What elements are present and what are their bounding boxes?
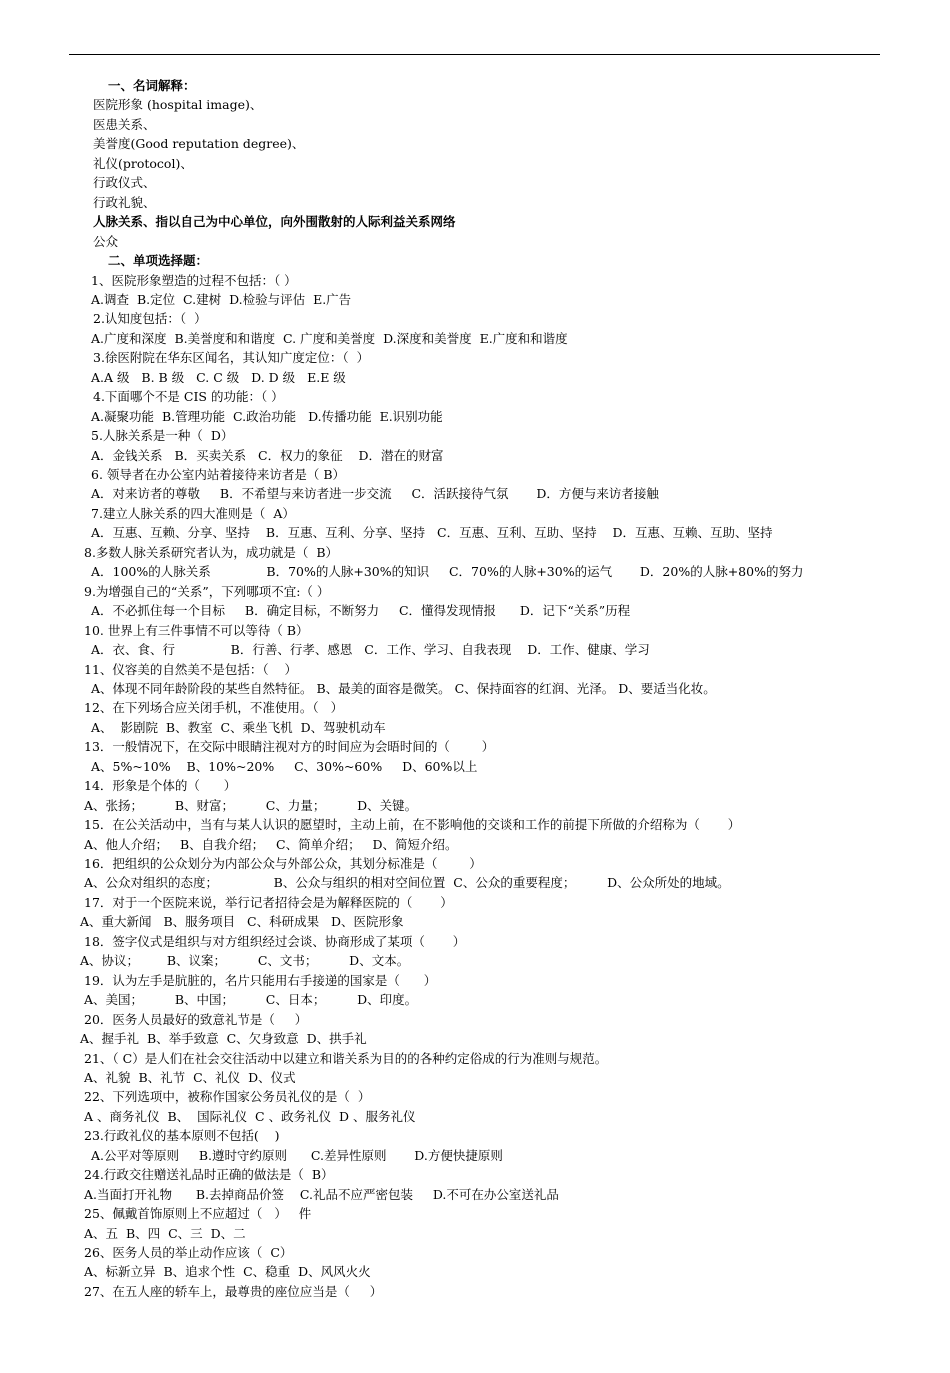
text-line: A、礼貌 B、礼节 C、礼仪 D、仪式 <box>84 1069 296 1085</box>
text-line: 2.认知度包括：（ ） <box>93 311 207 327</box>
text-line: 20．医务人员最好的致意礼节是（ ） <box>84 1011 308 1027</box>
text-line: 7.建立人脉关系的四大准则是（ A） <box>91 505 295 521</box>
text-line: A、美国； B、中国； C、日本； D、印度。 <box>84 992 418 1008</box>
text-line: 1、医院形象塑造的过程不包括：（ ） <box>91 272 297 288</box>
text-line: 6. 领导者在办公室内站着接待来访者是（ B） <box>91 467 346 482</box>
text-line: 美誉度(Good reputation degree)、 <box>93 136 305 152</box>
text-line: A、握手礼 B、举手致意 C、欠身致意 D、拱手礼 <box>80 1031 367 1047</box>
text-line: A、 影剧院 B、教室 C、乘坐飞机 D、驾驶机动车 <box>91 719 386 735</box>
text-line: 24.行政交往赠送礼品时正确的做法是（ B） <box>84 1167 334 1183</box>
text-line: 二、单项选择题： <box>108 253 209 269</box>
text-line: A、体现不同年龄阶段的某些自然特征。 B、最美的面容是微笑。 C、保持面容的红润、光泽。 D、要适当化妆。 <box>91 680 716 696</box>
text-line: A．互惠、互赖、分享、坚持 B．互惠、互利、分享、坚持 C．互惠、互利、互助、坚持 D．互惠、互赖、互助、坚持 <box>91 525 773 541</box>
text-line: 25、佩戴首饰原则上不应超过（ ） 件 <box>84 1206 312 1222</box>
header-rule <box>69 54 880 55</box>
text-line: A、他人介绍； B、自我介绍； C、简单介绍； D、简短介绍。 <box>84 836 458 852</box>
text-line: A、张扬； B、财富； C、力量； D、关键。 <box>84 797 418 813</box>
text-line: 17．对于一个医院来说，举行记者招待会是为解释医院的（ ） <box>84 894 453 910</box>
text-line: A、五 B、四 C、三 D、二 <box>84 1225 246 1241</box>
text-line: 14．形象是个体的（ ） <box>84 778 237 794</box>
text-line: 22、下列选项中，被称作国家公务员礼仪的是（ ） <box>84 1089 371 1105</box>
text-line: 16．把组织的公众划分为内部公众与外部公众，其划分标准是（ ） <box>84 856 482 871</box>
text-line: 一、名词解释： <box>108 78 196 93</box>
text-line: A.当面打开礼物 B.去掉商品价签 C.礼品不应严密包装 D.不可在办公室送礼品 <box>84 1186 559 1202</box>
text-line: A、5%~10% B、10%~20% C、30%~60% D、60%以上 <box>91 758 478 774</box>
text-line: 15．在公关活动中，当有与某人认识的愿望时，主动上前，在不影响他的交谈和工作的前提下所做的介绍称为（ ） <box>84 817 741 833</box>
text-line: 11、仪容美的自然美不是包括：（ ） <box>84 661 298 677</box>
text-line: 12、在下列场合应关闭手机，不准使用。（ ） <box>84 700 344 716</box>
text-line: A.A 级 B. B 级 C. C 级 D. D 级 E.E 级 <box>91 369 346 385</box>
text-line: 23.行政礼仪的基本原则不包括( ) <box>84 1128 280 1144</box>
text-line: 礼仪(protocol)、 <box>93 155 193 171</box>
text-line: A、协议； B、议案； C、文书； D、文本。 <box>80 953 410 969</box>
text-line: A．100%的人脉关系 B．70%的人脉+30%的知识 C．70%的人脉+30%的运气 D．20%的人脉+80%的努力 <box>91 564 804 580</box>
text-line: 医院形象 (hospital image)、 <box>93 97 263 113</box>
text-line: 13．一般情况下，在交际中眼睛注视对方的时间应为会晤时间的（ ） <box>84 739 495 755</box>
text-line: 5.人脉关系是一种（ D） <box>91 428 234 444</box>
text-line: A、公众对组织的态度； B、公众与组织的相对空间位置 C、公众的重要程度； D、公众所处的地域。 <box>84 875 730 891</box>
text-line: A．金钱关系 B．买卖关系 C．权力的象征 D．潜在的财富 <box>91 447 444 463</box>
text-line: A.公平对等原则 B.遵时守约原则 C.差异性原则 D.方便快捷原则 <box>91 1147 503 1163</box>
text-line: A、标新立异 B、追求个性 C、稳重 D、风风火火 <box>84 1264 371 1280</box>
text-line: 行政仪式、 <box>93 175 156 191</box>
text-line: A.凝聚功能 B.管理功能 C.政治功能 D.传播功能 E.识别功能 <box>91 408 443 424</box>
text-line: A．不必抓住每一个目标 B．确定目标，不断努力 C．懂得发现情报 D．记下“关系”历程 <box>91 603 631 619</box>
text-line: A 、商务礼仪 B、 国际礼仪 C 、政务礼仪 D 、服务礼仪 <box>84 1108 416 1124</box>
text-line: 公众 <box>93 233 119 249</box>
text-line: 18．签字仪式是组织与对方组织经过会谈、协商形成了某项（ ） <box>84 933 466 949</box>
text-line: 21、（ C）是人们在社会交往活动中以建立和谐关系为目的的各种约定俗成的行为准则与规范。 <box>84 1050 608 1066</box>
text-line: 8.多数人脉关系研究者认为，成功就是（ B） <box>84 544 339 560</box>
text-line: A.调查 B.定位 C.建树 D.检验与评估 E.广告 <box>91 291 352 307</box>
text-line: 4.下面哪个不是 CIS 的功能：（ ） <box>93 389 284 405</box>
text-line: 19．认为左手是肮脏的，名片只能用右手接递的国家是（ ） <box>84 972 437 988</box>
text-line: A．衣、食、行 B．行善、行孝、感恩 C．工作、学习、自我表现 D．工作、健康、学习 <box>91 642 650 658</box>
text-line: 27、在五人座的轿车上，最尊贵的座位应当是（ ） <box>84 1283 383 1299</box>
text-line: 10. 世界上有三件事情不可以等待（ B） <box>84 622 309 638</box>
text-line: 行政礼貌、 <box>93 194 156 210</box>
text-line: 26、医务人员的举止动作应该（ C） <box>84 1245 293 1260</box>
text-line: A．对来访者的尊敬 B．不希望与来访者进一步交流 C．活跃接待气氛 D．方便与来访者接触 <box>91 486 659 502</box>
text-line: 医患关系、 <box>93 116 156 132</box>
text-line: 9.为增强自己的“关系”，下列哪项不宜:（ ） <box>84 583 330 599</box>
text-line: A、重大新闻 B、服务项目 C、科研成果 D、医院形象 <box>80 914 404 930</box>
text-line: 人脉关系、指以自己为中心单位，向外围散射的人际利益关系网络 <box>93 214 456 230</box>
text-line: 3.徐医附院在华东区闻名，其认知广度定位：（ ） <box>93 350 370 366</box>
text-line: A.广度和深度 B.美誉度和和谐度 C. 广度和美誉度 D.深度和美誉度 E.广度和和谐度 <box>91 330 568 346</box>
